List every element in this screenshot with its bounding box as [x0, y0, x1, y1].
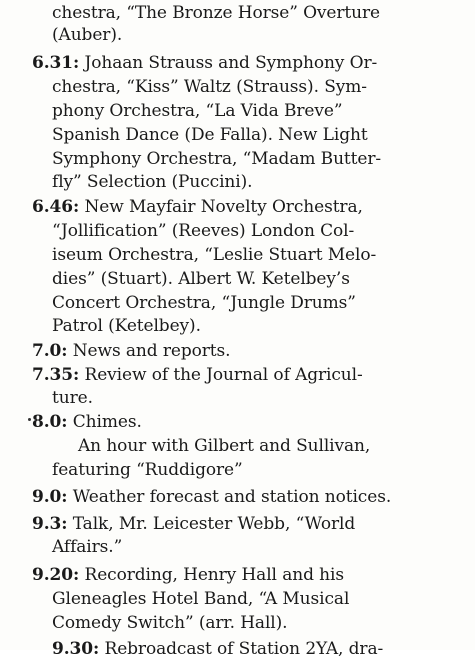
text-line: Rebroadcast of Station 2YA, dra-: [99, 639, 384, 659]
text-line: “Jollification” (Reeves) London Col-: [52, 221, 355, 241]
text-line: Gleneagles Hotel Band, “A Musical: [52, 589, 350, 609]
program-entry-920: [32, 564, 344, 587]
text-line: New Mayfair Novelty Orchestra,: [79, 197, 363, 217]
program-entry-646: [32, 196, 363, 219]
text-line: Weather forecast and station notices.: [67, 487, 392, 507]
time-label: 8.0:: [32, 412, 68, 432]
text-line: chestra, “Kiss” Waltz (Strauss). Sym-: [52, 77, 367, 97]
text-line: dies” (Stuart). Albert W. Ketelbey’s: [52, 269, 350, 289]
program-entry-93: [32, 513, 355, 536]
time-label: 7.0:: [32, 341, 68, 361]
print-speck: [28, 418, 31, 421]
text-line: chestra, “The Bronze Horse” Overture: [52, 3, 380, 23]
time-label: 6.31:: [32, 53, 80, 73]
text-line: ture.: [52, 388, 93, 408]
text-line: Symphony Orchestra, “Madam Butter-: [52, 149, 382, 169]
program-entry-80: [32, 411, 142, 434]
text-line: Chimes.: [67, 412, 142, 432]
text-line: phony Orchestra, “La Vida Breve”: [52, 101, 343, 121]
time-label: 7.35:: [32, 365, 80, 385]
text-line: An hour with Gilbert and Sullivan,: [78, 436, 371, 456]
text-line: Concert Orchestra, “Jungle Drums”: [52, 293, 356, 313]
text-line: Johaan Strauss and Symphony Or-: [79, 53, 378, 73]
program-entry-70: [32, 340, 230, 363]
text-line: Review of the Journal of Agricul-: [79, 365, 363, 385]
time-label: 6.46:: [32, 197, 80, 217]
text-line: iseum Orchestra, “Leslie Stuart Melo-: [52, 245, 377, 265]
text-line: fly” Selection (Puccini).: [52, 172, 253, 192]
time-label: 9.3:: [32, 514, 68, 534]
text-line: (Auber).: [52, 25, 123, 45]
program-entry-90: [32, 486, 391, 509]
time-label: 9.20:: [32, 565, 80, 585]
text-line: Recording, Henry Hall and his: [79, 565, 344, 585]
time-label: 9.30:: [52, 639, 100, 659]
text-line: Talk, Mr. Leicester Webb, “World: [67, 514, 356, 534]
text-line: featuring “Ruddigore”: [52, 460, 243, 480]
program-entry-735: [32, 364, 363, 387]
text-line: Comedy Switch” (arr. Hall).: [52, 613, 288, 633]
text-line: Affairs.”: [52, 537, 123, 557]
time-label: 9.0:: [32, 487, 68, 507]
text-line: News and reports.: [67, 341, 231, 361]
program-entry-631: [32, 52, 377, 75]
program-entry-930: [52, 638, 383, 661]
text-line: Spanish Dance (De Falla). New Light: [52, 125, 368, 145]
text-line: Patrol (Ketelbey).: [52, 316, 201, 336]
